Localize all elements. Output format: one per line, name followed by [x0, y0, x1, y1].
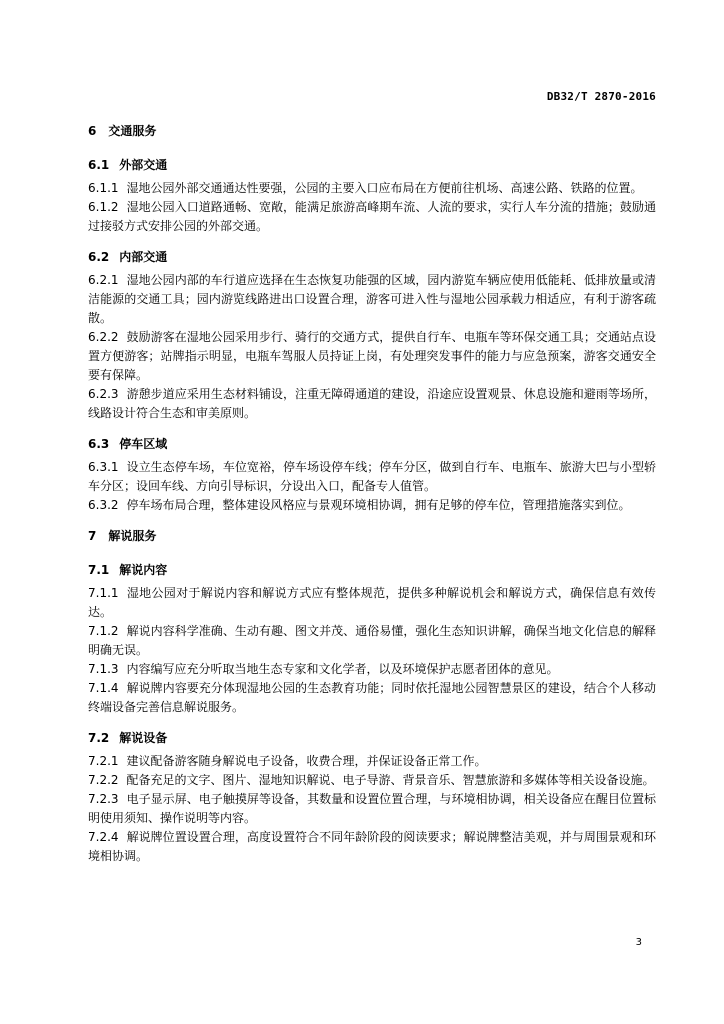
section-title: 解说服务 [108, 529, 157, 543]
clause-text: 建议配备游客随身解说电子设备，收费合理，并保证设备正常工作。 [126, 754, 487, 768]
clause-7-2-1 [88, 752, 656, 771]
clause-text: 电子显示屏、电子触摸屏等设备，其数量和设置位置合理，与环境相协调，相关设备应在醒目位置标明使用须知、操作说明等内容。 [88, 792, 656, 825]
subsection-number: 6.2 [88, 250, 110, 264]
clause-number: 7.1.1 [88, 586, 119, 600]
subsection-title: 内部交通 [119, 250, 168, 264]
clause-number: 7.1.4 [88, 681, 119, 695]
clause-number: 7.2.3 [88, 792, 119, 806]
clause-number: 6.3.2 [88, 498, 119, 512]
page-number: 3 [635, 937, 642, 948]
subsection-heading [88, 729, 656, 747]
document-code: DB32/T 2870-2016 [546, 90, 656, 103]
subsection-7-1 [88, 561, 656, 717]
clause-6-2-1 [88, 271, 656, 328]
clause-7-2-2 [88, 771, 656, 790]
clause-number: 6.2.3 [88, 387, 119, 401]
clause-6-1-1 [88, 179, 656, 198]
subsection-title: 解说内容 [119, 563, 168, 577]
clause-number: 7.2.1 [88, 754, 119, 768]
clause-text: 解说牌内容要充分体现湿地公园的生态教育功能；同时依托湿地公园智慧景区的建设，结合个人移动终端设备完善信息解说服务。 [88, 681, 656, 714]
section-number: 7 [88, 529, 97, 543]
clause-number: 6.2.2 [88, 330, 119, 344]
subsection-number: 6.3 [88, 437, 110, 451]
clause-7-1-3 [88, 660, 656, 679]
clause-6-1-2 [88, 198, 656, 236]
clause-number: 7.1.3 [88, 662, 119, 676]
section-heading-6 [88, 122, 656, 140]
clause-text: 鼓励游客在湿地公园采用步行、骑行的交通方式，提供自行车、电瓶车等环保交通工具；交通站点设置方便游客；站牌指示明显，电瓶车驾服人员持证上岗，有处理突发事件的能力与应急预案，游客交通安全要有保障。 [88, 330, 656, 382]
clause-6-3-1 [88, 458, 656, 496]
subsection-heading [88, 561, 656, 579]
clause-6-3-2 [88, 496, 656, 515]
clause-number: 6.3.1 [88, 460, 119, 474]
clause-number: 6.1.2 [88, 200, 119, 214]
document-body [88, 116, 656, 878]
clause-number: 6.2.1 [88, 273, 119, 287]
subsection-title: 外部交通 [119, 158, 168, 172]
clause-number: 7.2.4 [88, 830, 119, 844]
subsection-heading [88, 156, 656, 174]
subsection-number: 7.1 [88, 563, 110, 577]
clause-7-2-3 [88, 790, 656, 828]
subsection-7-2 [88, 729, 656, 866]
subsection-6-2 [88, 248, 656, 423]
subsection-title: 解说设备 [119, 731, 168, 745]
clause-6-2-3 [88, 385, 656, 423]
clause-text: 湿地公园对于解说内容和解说方式应有整体规范，提供多种解说机会和解说方式，确保信息有效传达。 [88, 586, 656, 619]
clause-text: 湿地公园外部交通通达性要强，公园的主要入口应布局在方便前往机场、高速公路、铁路的位置。 [126, 181, 643, 195]
clause-text: 配备充足的文字、图片、湿地知识解说、电子导游、背景音乐、智慧旅游和多媒体等相关设备设施。 [126, 773, 655, 787]
clause-text: 解说内容科学准确、生动有趣、图文并茂、通俗易懂，强化生态知识讲解，确保当地文化信息的解释明确无误。 [88, 624, 656, 657]
subsection-number: 7.2 [88, 731, 110, 745]
section-heading-7 [88, 527, 656, 545]
clause-7-1-4 [88, 679, 656, 717]
clause-text: 湿地公园入口道路通畅、宽敞，能满足旅游高峰期车流、人流的要求，实行人车分流的措施；鼓励通过接驳方式安排公园的外部交通。 [88, 200, 656, 233]
subsection-6-1 [88, 156, 656, 236]
clause-text: 解说牌位置设置合理，高度设置符合不同年龄阶段的阅读要求；解说牌整洁美观，并与周围景观和环境相协调。 [88, 830, 656, 863]
clause-text: 设立生态停车场，车位宽裕，停车场设停车线；停车分区，做到自行车、电瓶车、旅游大巴与小型轿车分区；设回车线、方向引导标识，分设出入口，配备专人值管。 [88, 460, 656, 493]
clause-number: 7.2.2 [88, 773, 119, 787]
section-number: 6 [88, 124, 97, 138]
section-title: 交通服务 [108, 124, 157, 138]
subsection-heading [88, 435, 656, 453]
clause-7-1-1 [88, 584, 656, 622]
clause-text: 停车场布局合理，整体建设风格应与景观环境相协调，拥有足够的停车位，管理措施落实到位。 [126, 498, 631, 512]
subsection-6-3 [88, 435, 656, 515]
clause-text: 内容编写应充分听取当地生态专家和文化学者，以及环境保护志愿者团体的意见。 [126, 662, 559, 676]
subsection-heading [88, 248, 656, 266]
clause-number: 7.1.2 [88, 624, 119, 638]
clause-text: 湿地公园内部的车行道应选择在生态恢复功能强的区域，园内游览车辆应使用低能耗、低排放量或清洁能源的交通工具；园内游览线路进出口设置合理，游客可进入性与湿地公园承载力相适应，有利于游客疏散。 [88, 273, 656, 325]
clause-number: 6.1.1 [88, 181, 119, 195]
subsection-title: 停车区域 [119, 437, 168, 451]
clause-7-1-2 [88, 622, 656, 660]
clause-text: 游憩步道应采用生态材料铺设，注重无障碍通道的建设，沿途应设置观景、休息设施和避雨等场所，线路设计符合生态和审美原则。 [88, 387, 656, 420]
subsection-number: 6.1 [88, 158, 110, 172]
clause-7-2-4 [88, 828, 656, 866]
clause-6-2-2 [88, 328, 656, 385]
